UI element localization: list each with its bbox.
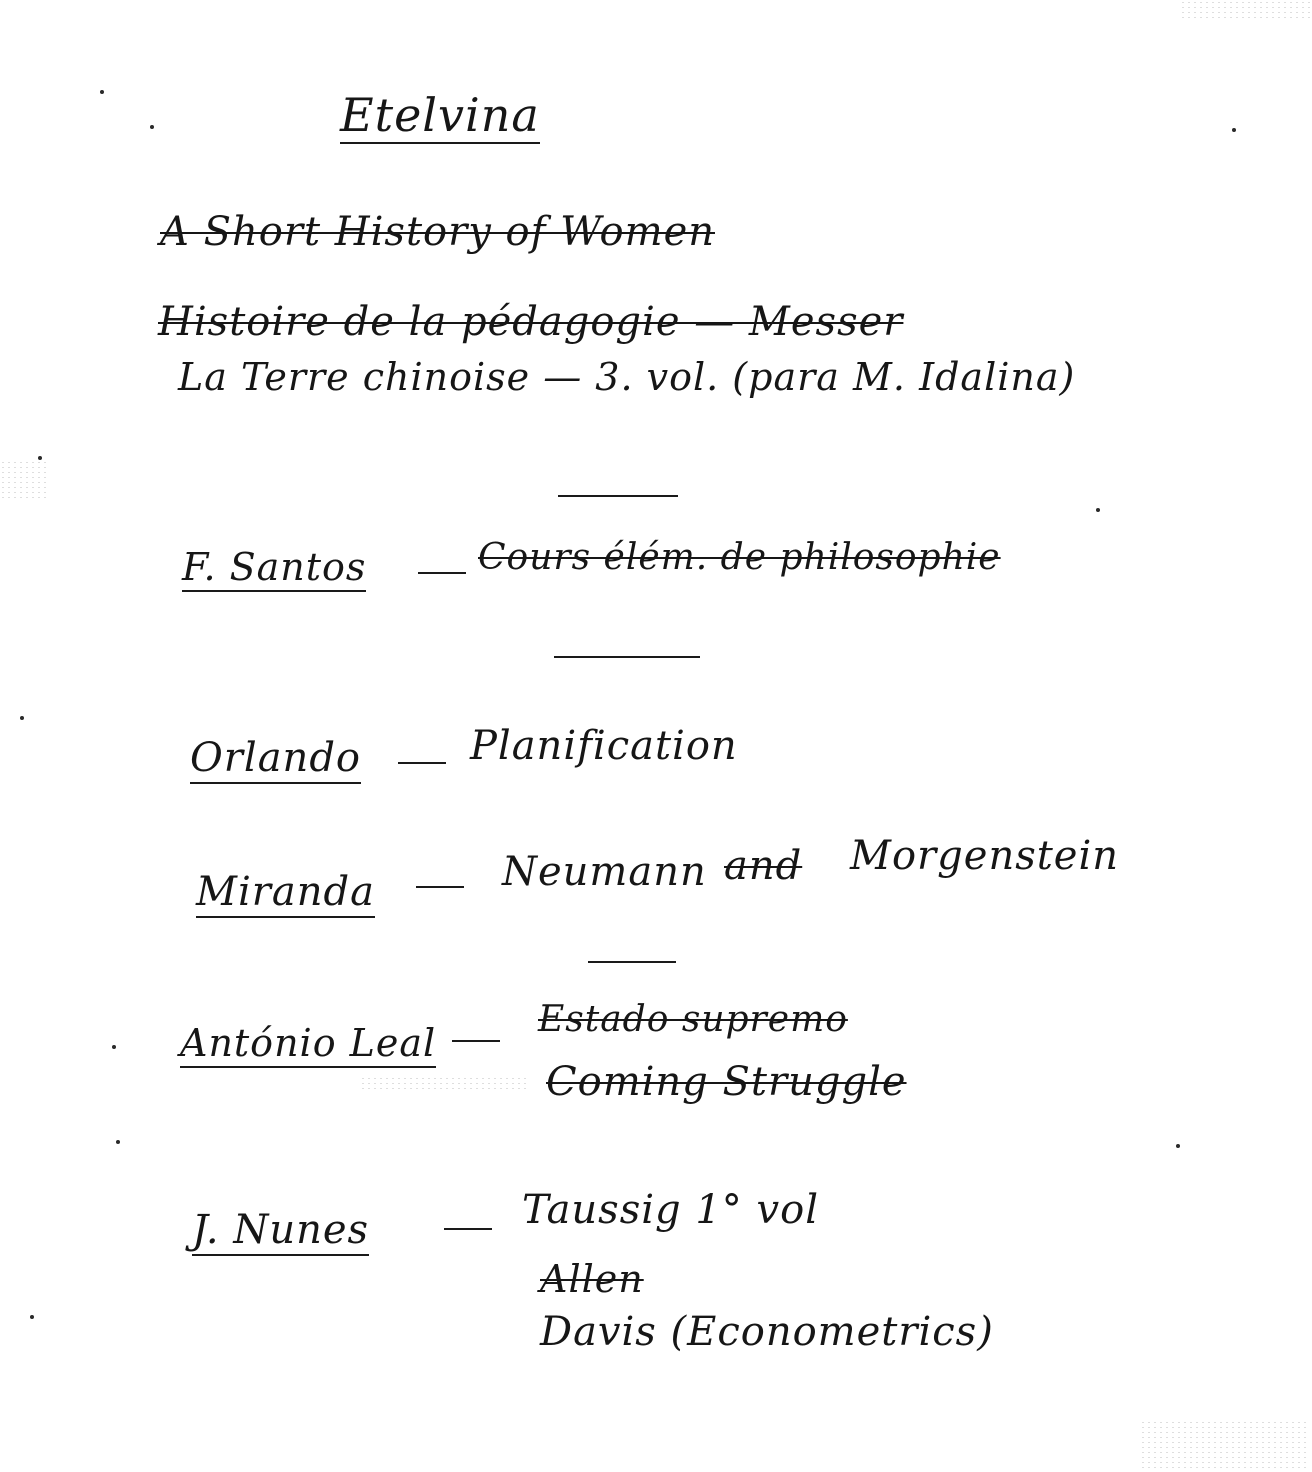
person-miranda: Miranda bbox=[196, 872, 375, 918]
scan-speck bbox=[100, 90, 104, 94]
person-leal: António Leal bbox=[180, 1024, 436, 1068]
scan-noise bbox=[1180, 0, 1310, 22]
dash bbox=[398, 762, 446, 764]
scan-speck bbox=[30, 1315, 34, 1319]
dash bbox=[416, 886, 464, 888]
work-and: and bbox=[724, 843, 803, 889]
scan-speck bbox=[112, 1045, 116, 1049]
page-heading: Etelvina bbox=[340, 88, 540, 142]
scan-speck bbox=[1176, 1144, 1180, 1148]
scan-noise bbox=[1140, 1420, 1310, 1470]
dash bbox=[418, 572, 466, 574]
person-nunes: J. Nunes bbox=[192, 1210, 369, 1256]
work-davis-econometrics: Davis (Econometrics) bbox=[540, 1309, 994, 1355]
work-taussig: Taussig 1° vol bbox=[522, 1187, 819, 1233]
work-planification: Planification bbox=[470, 723, 738, 769]
separator-rule bbox=[588, 961, 676, 963]
scan-speck bbox=[1232, 128, 1236, 132]
entry-short-history: A Short History of Women bbox=[160, 209, 715, 255]
entry-terre-chinoise: La Terre chinoise — 3. vol. (para M. Idalina) bbox=[178, 355, 1076, 399]
work-cours-philosophie: Cours élém. de philosophie bbox=[478, 537, 1001, 578]
person-santos: F. Santos bbox=[182, 548, 366, 592]
person-orlando: Orlando bbox=[190, 738, 361, 784]
scan-speck bbox=[150, 125, 154, 129]
separator-rule bbox=[558, 495, 678, 497]
scan-noise bbox=[0, 460, 50, 500]
entry-histoire-pedagogie: Histoire de la pédagogie — Messer bbox=[158, 299, 904, 345]
work-morgenstein: Morgenstein bbox=[850, 833, 1120, 879]
dash bbox=[444, 1228, 492, 1230]
separator-rule bbox=[554, 656, 700, 658]
work-estado-supremo: Estado supremo bbox=[538, 999, 848, 1040]
work-allen: Allen bbox=[540, 1257, 644, 1301]
dash bbox=[452, 1040, 500, 1042]
work-coming-struggle: Coming Struggle bbox=[546, 1059, 907, 1105]
work-neumann: Neumann bbox=[502, 849, 707, 895]
scan-speck bbox=[20, 716, 24, 720]
scan-speck bbox=[1096, 508, 1100, 512]
scan-speck bbox=[116, 1140, 120, 1144]
scan-noise bbox=[360, 1076, 530, 1090]
